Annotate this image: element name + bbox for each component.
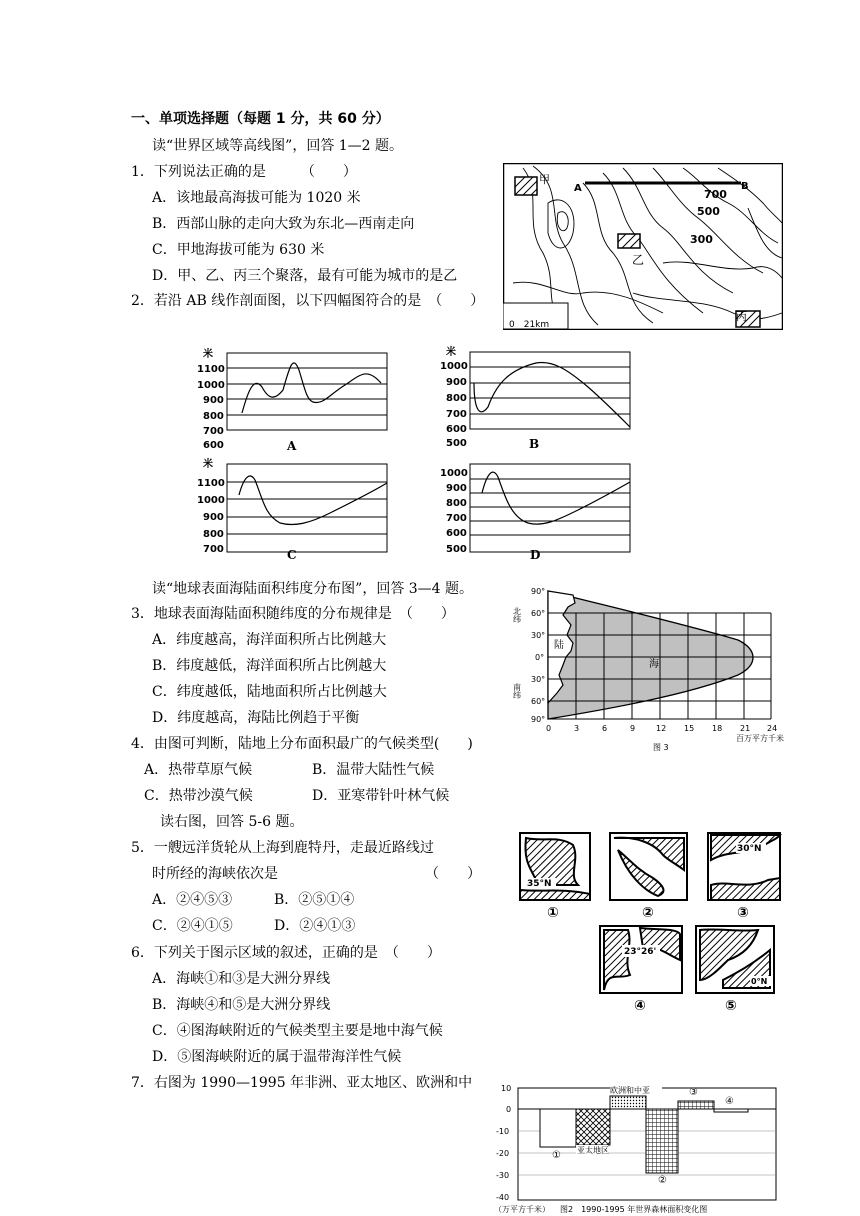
map-label-jia: 甲: [539, 173, 550, 186]
x-tick-9: 9: [630, 724, 636, 733]
x-tick-12: 12: [656, 724, 667, 733]
x-tick-24: 24: [767, 724, 778, 733]
x-tick-21: 21: [740, 724, 751, 733]
label-3: ③: [689, 1087, 698, 1098]
label-1: ①: [552, 1150, 561, 1161]
strait-3-num: ③: [737, 905, 749, 921]
profile-a-unit: 米: [203, 349, 213, 360]
q4-option-c: C．热带沙漠气候: [144, 788, 253, 804]
strait-5-num: ⑤: [725, 998, 737, 1013]
lat-tick-s90: 90°: [531, 715, 546, 724]
profile-b-tick-1000: 1000: [440, 361, 468, 372]
x-unit: 百万平方千米: [736, 734, 784, 743]
q7-stem: 7．右图为 1990—1995 年非洲、亚太地区、欧洲和中: [131, 1075, 473, 1091]
profile-a-tick-1100: 1100: [197, 364, 225, 375]
label-2: ②: [658, 1175, 667, 1186]
profile-b-unit: 米: [446, 347, 456, 358]
y-tick-neg20: -20: [496, 1149, 510, 1158]
profile-c-tick-700: 700: [203, 544, 224, 555]
q3-option-a: A．纬度越高，海洋面积所占比例越大: [152, 632, 387, 648]
intro-q5-6: 读右图，回答 5-6 题。: [160, 814, 304, 830]
profile-d-letter: D: [530, 548, 541, 562]
profile-d: [438, 455, 638, 563]
profile-d-tick-1000: 1000: [440, 468, 468, 479]
map-label-yi: 乙: [632, 253, 645, 267]
q5-option-b: B．②⑤①④: [274, 892, 355, 908]
strait-4-lat: 23°26': [624, 947, 657, 957]
contour-500: 500: [697, 205, 720, 218]
q3-option-c: C．纬度越低，陆地面积所占比例越大: [152, 684, 387, 700]
x-tick-0: 0: [546, 724, 552, 733]
q3-option-b: B．纬度越低，海洋面积所占比例越大: [152, 658, 387, 674]
profile-c-tick-1000: 1000: [197, 495, 225, 506]
q1-option-a: A．该地最高海拔可能为 1020 米: [152, 190, 361, 206]
profile-a-tick-1000: 1000: [197, 380, 225, 391]
q5-stem-line2: 时所经的海峡依次是 （ ）: [152, 866, 481, 882]
label-europe-central-asia: 欧洲和中亚: [610, 1086, 650, 1095]
profile-b-tick-700: 700: [446, 409, 467, 420]
label-4: ④: [725, 1096, 734, 1107]
q2-stem: 2．若沿 AB 线作剖面图，以下四幅图符合的是 （ ）: [131, 293, 485, 309]
south-lat-label: 南纬: [512, 683, 522, 699]
profile-d-tick-900: 900: [446, 483, 467, 494]
q5-option-a: A．②④⑤③: [152, 892, 233, 908]
strait-4-num: ④: [634, 998, 646, 1013]
y-unit: （万平方千米）: [494, 1205, 550, 1214]
profile-c-unit: 米: [203, 459, 213, 470]
q4-option-d: D．亚寒带针叶林气候: [312, 788, 450, 804]
q1-option-d: D．甲、乙、丙三个聚落，最有可能为城市的是乙: [152, 268, 458, 284]
profile-b-tick-600: 600: [446, 424, 467, 435]
profile-d-tick-700: 700: [446, 513, 467, 524]
forest-caption: 图2 1990-1995 年世界森林面积变化图: [560, 1205, 708, 1214]
y-tick-neg30: -30: [496, 1171, 510, 1180]
profile-b-tick-500: 500: [446, 438, 467, 449]
y-tick-neg10: -10: [496, 1127, 510, 1136]
map-label-b: B: [741, 181, 749, 192]
map-label-a: A: [574, 183, 582, 194]
x-tick-6: 6: [602, 724, 608, 733]
profile-a-tick-800: 800: [203, 411, 224, 422]
strait-1-num: ①: [547, 905, 559, 921]
profile-b-tick-800: 800: [446, 393, 467, 404]
profile-d-tick-600: 600: [446, 528, 467, 539]
y-tick-10: 10: [501, 1084, 512, 1093]
straits-maps: [518, 830, 783, 1013]
lat-tick-n90: 90°: [531, 587, 546, 596]
north-lat-label: 北纬: [512, 607, 522, 623]
x-tick-18: 18: [712, 724, 723, 733]
profile-a-tick-600: 600: [203, 440, 224, 451]
y-tick-neg40: -40: [496, 1193, 510, 1202]
x-tick-3: 3: [574, 724, 580, 733]
strait-3-lat: 30°N: [737, 844, 762, 854]
map-scale: 0 21km: [509, 320, 550, 330]
strait-1-lat: 35°N: [527, 879, 552, 889]
lat-tick-n60: 60°: [531, 609, 546, 618]
chart-caption: 图 3: [653, 743, 669, 752]
y-tick-0: 0: [506, 1105, 512, 1114]
intro-q1-2: 读“世界区域等高线图”，回答 1—2 题。: [152, 138, 404, 154]
q1-option-c: C．甲地海拔可能为 630 米: [152, 242, 325, 258]
profile-c-tick-900: 900: [203, 512, 224, 523]
q1-stem: 1．下列说法正确的是 （ ）: [131, 164, 357, 180]
q6-option-d: D．⑤图海峡附近的属于温带海洋性气候: [152, 1049, 402, 1065]
q6-option-b: B．海峡④和⑤是大洲分界线: [152, 997, 331, 1013]
profile-c-letter: C: [287, 548, 297, 562]
profile-a-tick-900: 900: [203, 395, 224, 406]
land-label: 陆: [554, 640, 564, 651]
profile-d-tick-500: 500: [446, 544, 467, 555]
q4-stem: 4．由图可判断，陆地上分布面积最广的气候类型( ): [131, 736, 473, 752]
contour-300: 300: [690, 233, 713, 246]
contour-700: 700: [704, 188, 727, 201]
intro-q3-4: 读“地球表面海陆面积纬度分布图”，回答 3—4 题。: [152, 581, 474, 597]
label-asia-pacific: 亚太地区: [577, 1146, 609, 1155]
profile-b-tick-900: 900: [446, 377, 467, 388]
sea-label: 海: [649, 659, 659, 670]
forest-change-chart: [488, 1078, 788, 1216]
lat-tick-s30: 30°: [531, 675, 546, 684]
x-tick-15: 15: [684, 724, 695, 733]
contour-map: [503, 163, 783, 330]
strait-2-num: ②: [642, 905, 654, 921]
q5-option-d: D．②④①③: [274, 918, 356, 934]
lat-tick-s60: 60°: [531, 697, 546, 706]
q5-stem-line1: 5．一艘远洋货轮从上海到鹿特丹，走最近路线过: [131, 840, 434, 856]
profile-a-letter: A: [287, 439, 297, 453]
q6-stem: 6．下列关于图示区域的叙述，正确的是 （ ）: [131, 945, 441, 961]
q3-stem: 3．地球表面海陆面积随纬度的分布规律是 （ ）: [131, 606, 455, 622]
lat-tick-0: 0°: [535, 653, 545, 662]
q4-option-b: B．温带大陆性气候: [312, 762, 435, 778]
lat-tick-n30: 30°: [531, 631, 546, 640]
profile-a: [195, 345, 395, 455]
section-title: 一、单项选择题（每题 1 分，共 60 分）: [131, 111, 390, 127]
q5-option-c: C．②④①⑤: [152, 918, 233, 934]
map-label-bing: 丙: [736, 310, 747, 323]
profile-c-tick-800: 800: [203, 529, 224, 540]
profile-d-tick-800: 800: [446, 498, 467, 509]
q4-option-a: A．热带草原气候: [144, 762, 253, 778]
profile-a-tick-700: 700: [203, 426, 224, 437]
strait-5-lat: 0°N: [751, 977, 768, 986]
sea-land-chart: [503, 585, 788, 757]
q6-option-c: C．④图海峡附近的气候类型主要是地中海气候: [152, 1023, 443, 1039]
profile-c: [195, 455, 395, 563]
q3-option-d: D．纬度越高，海陆比例趋于平衡: [152, 710, 360, 726]
profile-c-tick-1100: 1100: [197, 478, 225, 489]
profile-b: [438, 345, 638, 455]
q1-option-b: B．西部山脉的走向大致为东北—西南走向: [152, 216, 415, 232]
profile-b-letter: B: [529, 437, 540, 451]
q6-option-a: A．海峡①和③是大洲分界线: [152, 971, 331, 987]
